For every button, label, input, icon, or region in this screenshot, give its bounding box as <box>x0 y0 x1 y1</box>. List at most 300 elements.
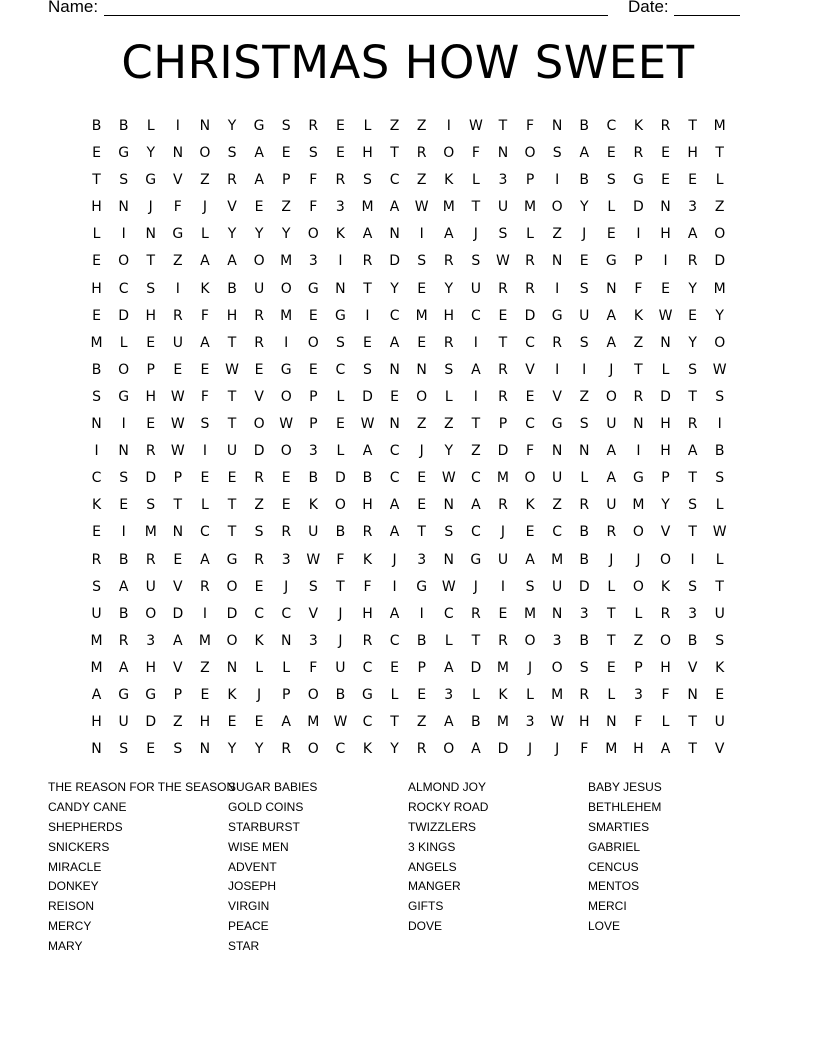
grid-letter: T <box>173 497 183 514</box>
grid-letter: R <box>227 172 237 189</box>
grid-letter: E <box>119 497 129 514</box>
grid-letter: Y <box>688 334 697 351</box>
grid-letter: L <box>444 388 453 405</box>
grid-letter: I <box>473 334 478 351</box>
grid-letter: T <box>227 497 237 514</box>
grid-letter: I <box>555 172 560 189</box>
grid-letter: E <box>525 388 535 405</box>
grid-letter: A <box>200 253 210 270</box>
grid-letter: S <box>579 659 589 676</box>
grid-letter: G <box>226 551 238 568</box>
grid-letter: Z <box>389 118 400 134</box>
grid-letter: B <box>687 632 698 649</box>
grid-letter: L <box>661 361 670 378</box>
grid-letter: P <box>281 172 291 189</box>
grid-letter: Z <box>714 199 725 216</box>
grid-letter: R <box>335 172 346 189</box>
grid-letter: G <box>632 172 644 189</box>
grid-letter: A <box>389 334 400 351</box>
grid-letter: T <box>688 714 697 731</box>
grid-letter: Z <box>200 172 210 189</box>
grid-letter: N <box>335 280 346 297</box>
grid-letter: O <box>632 524 644 541</box>
grid-letter: K <box>227 686 237 703</box>
grid-letter: K <box>200 280 210 297</box>
grid-letter: C <box>91 470 102 487</box>
grid-letter: G <box>118 145 130 162</box>
grid-letter: N <box>172 524 184 541</box>
word-list-item: VIRGIN <box>228 899 270 914</box>
grid-letter: W <box>550 714 565 731</box>
grid-letter: B <box>579 172 590 189</box>
grid-letter: T <box>146 253 156 270</box>
grid-letter: T <box>688 524 697 541</box>
grid-letter: D <box>524 307 536 324</box>
grid-letter: Y <box>390 741 399 758</box>
grid-letter: S <box>92 578 101 595</box>
grid-letter: E <box>335 145 345 162</box>
grid-letter: C <box>389 470 400 487</box>
grid-letter: M <box>307 714 320 731</box>
grid-letter: E <box>335 118 345 134</box>
grid-letter: 3 <box>146 632 156 649</box>
grid-letter: R <box>362 632 373 649</box>
grid-letter: S <box>444 361 454 378</box>
grid-letter: U <box>606 497 617 514</box>
word-list-item: MIRACLE <box>48 859 102 874</box>
grid-letter: 3 <box>525 714 535 731</box>
grid-letter: F <box>173 199 182 216</box>
grid-letter: J <box>392 551 397 568</box>
grid-letter: L <box>607 578 616 595</box>
grid-letter: U <box>552 578 563 595</box>
grid-letter: E <box>661 172 670 189</box>
grid-letter: E <box>92 524 101 541</box>
grid-letter: F <box>200 307 209 324</box>
grid-letter: W <box>170 443 185 460</box>
word-list-item: BABY JESUS <box>588 780 662 794</box>
grid-letter: B <box>227 280 237 297</box>
grid-row <box>83 357 733 384</box>
grid-letter: U <box>226 443 238 460</box>
grid-letter: B <box>362 470 373 487</box>
grid-letter: E <box>281 497 291 514</box>
grid-letter: K <box>633 307 644 324</box>
grid-letter: O <box>280 280 292 297</box>
word-list-item: REISON <box>48 899 95 914</box>
grid-letter: V <box>173 578 183 595</box>
grid-letter: W <box>170 388 185 405</box>
grid-letter: L <box>526 226 534 243</box>
grid-letter: M <box>632 497 645 514</box>
grid-letter: F <box>526 443 535 460</box>
grid-letter: V <box>525 361 535 378</box>
grid-letter: I <box>555 280 560 297</box>
grid-letter: F <box>634 280 643 297</box>
grid-letter: A <box>389 524 400 541</box>
grid-letter: A <box>443 714 454 731</box>
grid-letter: 3 <box>688 605 698 622</box>
grid-letter: V <box>687 659 698 676</box>
grid-letter: S <box>335 334 345 351</box>
grid-letter: R <box>443 253 454 270</box>
grid-letter: N <box>551 443 563 460</box>
grid-letter: R <box>145 443 156 460</box>
grid-letter: 3 <box>633 686 643 703</box>
grid-letter: K <box>633 118 644 134</box>
grid-letter: J <box>148 199 153 216</box>
grid-letter: L <box>471 686 480 703</box>
grid-letter: L <box>201 226 209 243</box>
grid-letter: O <box>280 443 292 460</box>
grid-letter: R <box>254 551 264 568</box>
grid-letter: S <box>552 145 562 162</box>
grid-letter: F <box>471 145 480 162</box>
grid-letter: P <box>309 388 318 405</box>
grid-letter: E <box>417 280 427 297</box>
grid-letter: R <box>416 145 427 162</box>
grid-letter: Y <box>661 497 670 514</box>
grid-letter: T <box>688 470 697 487</box>
grid-letter: S <box>579 416 589 433</box>
grid-letter: L <box>715 497 724 514</box>
word-list-item: DONKEY <box>48 879 99 894</box>
word-list-column <box>228 778 408 957</box>
grid-letter: R <box>498 361 508 378</box>
grid-letter: V <box>227 199 237 216</box>
grid-letter: I <box>175 118 180 134</box>
grid-letter: B <box>579 632 590 649</box>
grid-letter: C <box>389 632 400 649</box>
grid-letter: W <box>170 416 185 433</box>
grid-row <box>83 113 733 140</box>
grid-letter: C <box>389 172 400 189</box>
grid-letter: O <box>524 145 536 162</box>
grid-letter: P <box>661 470 670 487</box>
grid-letter: O <box>660 632 672 649</box>
grid-letter: G <box>551 416 563 433</box>
grid-letter: P <box>525 172 535 189</box>
grid-letter: C <box>335 361 346 378</box>
grid-letter: O <box>226 632 238 649</box>
grid-letter: J <box>636 551 641 568</box>
grid-letter: S <box>715 632 725 649</box>
grid-letter: I <box>473 388 478 405</box>
grid-letter: O <box>660 551 672 568</box>
grid-letter: I <box>121 416 126 433</box>
grid-letter: E <box>715 686 725 703</box>
grid-letter: W <box>225 361 239 378</box>
grid-letter: O <box>551 659 563 676</box>
grid-letter: G <box>334 307 346 324</box>
grid-letter: R <box>552 334 562 351</box>
grid-letter: A <box>362 226 373 243</box>
grid-letter: R <box>525 280 535 297</box>
grid-letter: M <box>415 307 428 324</box>
grid-letter: Z <box>416 416 427 433</box>
grid-letter: J <box>527 659 533 676</box>
grid-letter: O <box>714 226 726 243</box>
grid-letter: E <box>417 470 427 487</box>
grid-row <box>83 248 733 275</box>
grid-letter: N <box>226 659 238 676</box>
grid-letter: 3 <box>444 686 454 703</box>
grid-letter: 3 <box>335 199 345 216</box>
grid-letter: B <box>91 361 102 378</box>
grid-letter: G <box>362 686 373 703</box>
word-list-column <box>408 778 588 957</box>
grid-letter: O <box>280 388 292 405</box>
grid-letter: T <box>417 524 426 541</box>
grid-letter: H <box>199 714 211 731</box>
grid-letter: E <box>173 361 183 378</box>
grid-letter: 3 <box>579 605 589 622</box>
grid-letter: E <box>200 686 210 703</box>
grid-letter: E <box>363 334 372 351</box>
grid-letter: T <box>715 145 724 162</box>
grid-letter: E <box>254 714 264 731</box>
grid-letter: B <box>714 443 725 460</box>
grid-letter: M <box>90 659 103 676</box>
grid-letter: I <box>690 551 695 568</box>
grid-letter: T <box>227 334 237 351</box>
grid-letter: O <box>443 741 455 758</box>
word-list-item: MERCY <box>48 919 92 934</box>
grid-letter: Z <box>416 714 427 731</box>
grid-letter: M <box>496 659 509 676</box>
grid-letter: B <box>118 118 129 134</box>
grid-row <box>83 709 733 736</box>
grid-letter: J <box>338 605 343 622</box>
grid-letter: T <box>471 632 481 649</box>
word-list-column <box>588 778 768 957</box>
grid-letter: E <box>92 307 101 324</box>
grid-letter: R <box>633 388 644 405</box>
grid-letter: E <box>417 497 427 514</box>
grid-letter: A <box>389 497 400 514</box>
grid-row <box>83 276 733 303</box>
grid-letter: I <box>582 361 587 378</box>
grid-letter: P <box>173 686 183 703</box>
grid-letter: N <box>280 632 292 649</box>
grid-letter: O <box>443 145 455 162</box>
word-list-item: DOVE <box>408 919 443 934</box>
grid-letter: I <box>202 443 207 460</box>
grid-letter: F <box>580 741 589 758</box>
grid-letter: T <box>336 578 345 595</box>
word-list-item: THE REASON FOR THE SEASON <box>48 780 236 794</box>
grid-letter: P <box>281 686 291 703</box>
grid-letter: Z <box>552 226 562 243</box>
grid-letter: S <box>525 578 535 595</box>
grid-letter: E <box>308 361 318 378</box>
word-list-item: BETHLEHEM <box>588 799 662 814</box>
grid-letter: Z <box>254 497 264 514</box>
grid-letter: E <box>661 280 670 297</box>
grid-letter: K <box>335 226 345 243</box>
grid-row <box>83 492 733 519</box>
grid-letter: A <box>471 741 481 758</box>
grid-letter: H <box>362 605 373 622</box>
grid-letter: O <box>307 686 319 703</box>
grid-letter: U <box>579 307 590 324</box>
grid-letter: U <box>253 280 265 297</box>
grid-letter: O <box>632 578 644 595</box>
grid-letter: T <box>227 524 237 541</box>
grid-letter: E <box>579 253 589 270</box>
grid-letter: E <box>173 551 183 568</box>
grid-letter: L <box>282 659 291 676</box>
grid-letter: S <box>146 280 156 297</box>
grid-letter: N <box>578 443 590 460</box>
grid-letter: 3 <box>308 443 318 460</box>
word-list-item: CANDY CANE <box>48 799 127 814</box>
grid-letter: N <box>389 416 400 433</box>
grid-letter: S <box>173 741 183 758</box>
grid-row <box>83 167 733 194</box>
word-list-item: STARBURST <box>228 819 300 834</box>
grid-letter: M <box>280 253 293 270</box>
grid-letter: B <box>579 524 590 541</box>
grid-letter: R <box>91 551 102 568</box>
date-line <box>674 15 740 16</box>
grid-letter: A <box>254 172 264 189</box>
grid-letter: M <box>713 118 726 134</box>
grid-letter: O <box>524 632 536 649</box>
grid-letter: I <box>202 605 207 622</box>
grid-letter: R <box>660 118 671 134</box>
grid-letter: U <box>497 199 509 216</box>
grid-letter: P <box>146 361 155 378</box>
grid-letter: I <box>446 118 451 134</box>
grid-letter: R <box>579 497 590 514</box>
grid-letter: A <box>389 605 400 622</box>
grid-letter: Z <box>173 253 183 270</box>
grid-letter: N <box>118 199 129 216</box>
grid-letter: D <box>633 199 644 216</box>
grid-letter: F <box>336 551 345 568</box>
grid-letter: E <box>281 145 291 162</box>
grid-letter: C <box>470 470 481 487</box>
grid-letter: N <box>91 741 102 758</box>
grid-letter: R <box>579 686 590 703</box>
grid-letter: R <box>633 145 644 162</box>
grid-letter: Y <box>715 307 724 324</box>
grid-letter: E <box>254 361 264 378</box>
grid-letter: S <box>688 361 698 378</box>
grid-letter: C <box>389 443 400 460</box>
word-list-item: LOVE <box>588 919 621 934</box>
grid-letter: H <box>660 226 671 243</box>
grid-letter: C <box>254 605 264 622</box>
grid-letter: C <box>552 524 563 541</box>
grid-letter: G <box>605 253 617 270</box>
grid-letter: E <box>227 714 237 731</box>
grid-letter: C <box>281 605 292 622</box>
grid-letter: J <box>202 199 207 216</box>
word-list-item: CENCUS <box>588 859 639 874</box>
grid-letter: W <box>441 470 456 487</box>
grid-letter: Z <box>200 659 210 676</box>
grid-letter: A <box>91 686 102 703</box>
grid-row <box>83 330 733 357</box>
grid-letter: I <box>419 605 424 622</box>
word-list-item: WISE MEN <box>228 839 289 854</box>
grid-letter: U <box>714 605 725 622</box>
grid-letter: Y <box>146 145 156 162</box>
grid-letter: V <box>254 388 264 405</box>
grid-letter: E <box>146 416 156 433</box>
grid-letter: L <box>444 632 453 649</box>
grid-letter: R <box>443 334 454 351</box>
grid-letter: Y <box>444 280 454 297</box>
grid-letter: O <box>145 605 157 622</box>
word-list-item: 3 KINGS <box>408 839 456 854</box>
grid-letter: T <box>634 361 643 378</box>
grid-letter: M <box>442 199 455 216</box>
grid-letter: S <box>715 470 725 487</box>
grid-letter: E <box>661 145 670 162</box>
grid-letter: D <box>362 388 373 405</box>
grid-letter: A <box>118 578 129 595</box>
grid-letter: P <box>498 416 508 433</box>
grid-letter: B <box>118 605 129 622</box>
grid-letter: C <box>525 416 535 433</box>
grid-letter: K <box>362 551 373 568</box>
grid-letter: S <box>119 741 129 758</box>
grid-letter: U <box>497 551 509 568</box>
grid-letter: A <box>606 470 617 487</box>
grid-letter: Y <box>227 226 237 243</box>
grid-letter: I <box>284 334 289 351</box>
grid-letter: N <box>416 361 427 378</box>
word-list-item: MARY <box>48 939 83 954</box>
grid-letter: N <box>172 145 184 162</box>
grid-letter: S <box>200 416 210 433</box>
grid-letter: G <box>253 118 265 134</box>
grid-letter: A <box>200 334 210 351</box>
grid-letter: W <box>333 714 348 731</box>
grid-letter: R <box>416 741 427 758</box>
grid-letter: M <box>198 632 211 649</box>
grid-letter: S <box>254 524 264 541</box>
grid-letter: A <box>606 443 617 460</box>
grid-row <box>83 221 733 248</box>
grid-letter: C <box>470 307 481 324</box>
grid-letter: H <box>660 659 671 676</box>
grid-letter: W <box>360 416 375 433</box>
grid-letter: R <box>498 497 508 514</box>
grid-row <box>83 194 733 221</box>
grid-letter: R <box>200 578 210 595</box>
grid-letter: I <box>338 253 343 270</box>
grid-letter: L <box>580 470 589 487</box>
grid-row <box>83 601 733 628</box>
grid-letter: S <box>579 334 589 351</box>
grid-letter: E <box>308 307 318 324</box>
grid-letter: C <box>362 659 373 676</box>
grid-letter: E <box>417 686 427 703</box>
grid-letter: H <box>660 416 671 433</box>
word-list-item: PEACE <box>228 919 269 934</box>
grid-letter: M <box>90 334 103 351</box>
grid-letter: S <box>715 388 725 405</box>
grid-letter: K <box>444 172 454 189</box>
grid-letter: E <box>254 199 264 216</box>
grid-letter: K <box>498 686 508 703</box>
grid-letter: A <box>471 497 481 514</box>
grid-letter: L <box>201 497 209 514</box>
